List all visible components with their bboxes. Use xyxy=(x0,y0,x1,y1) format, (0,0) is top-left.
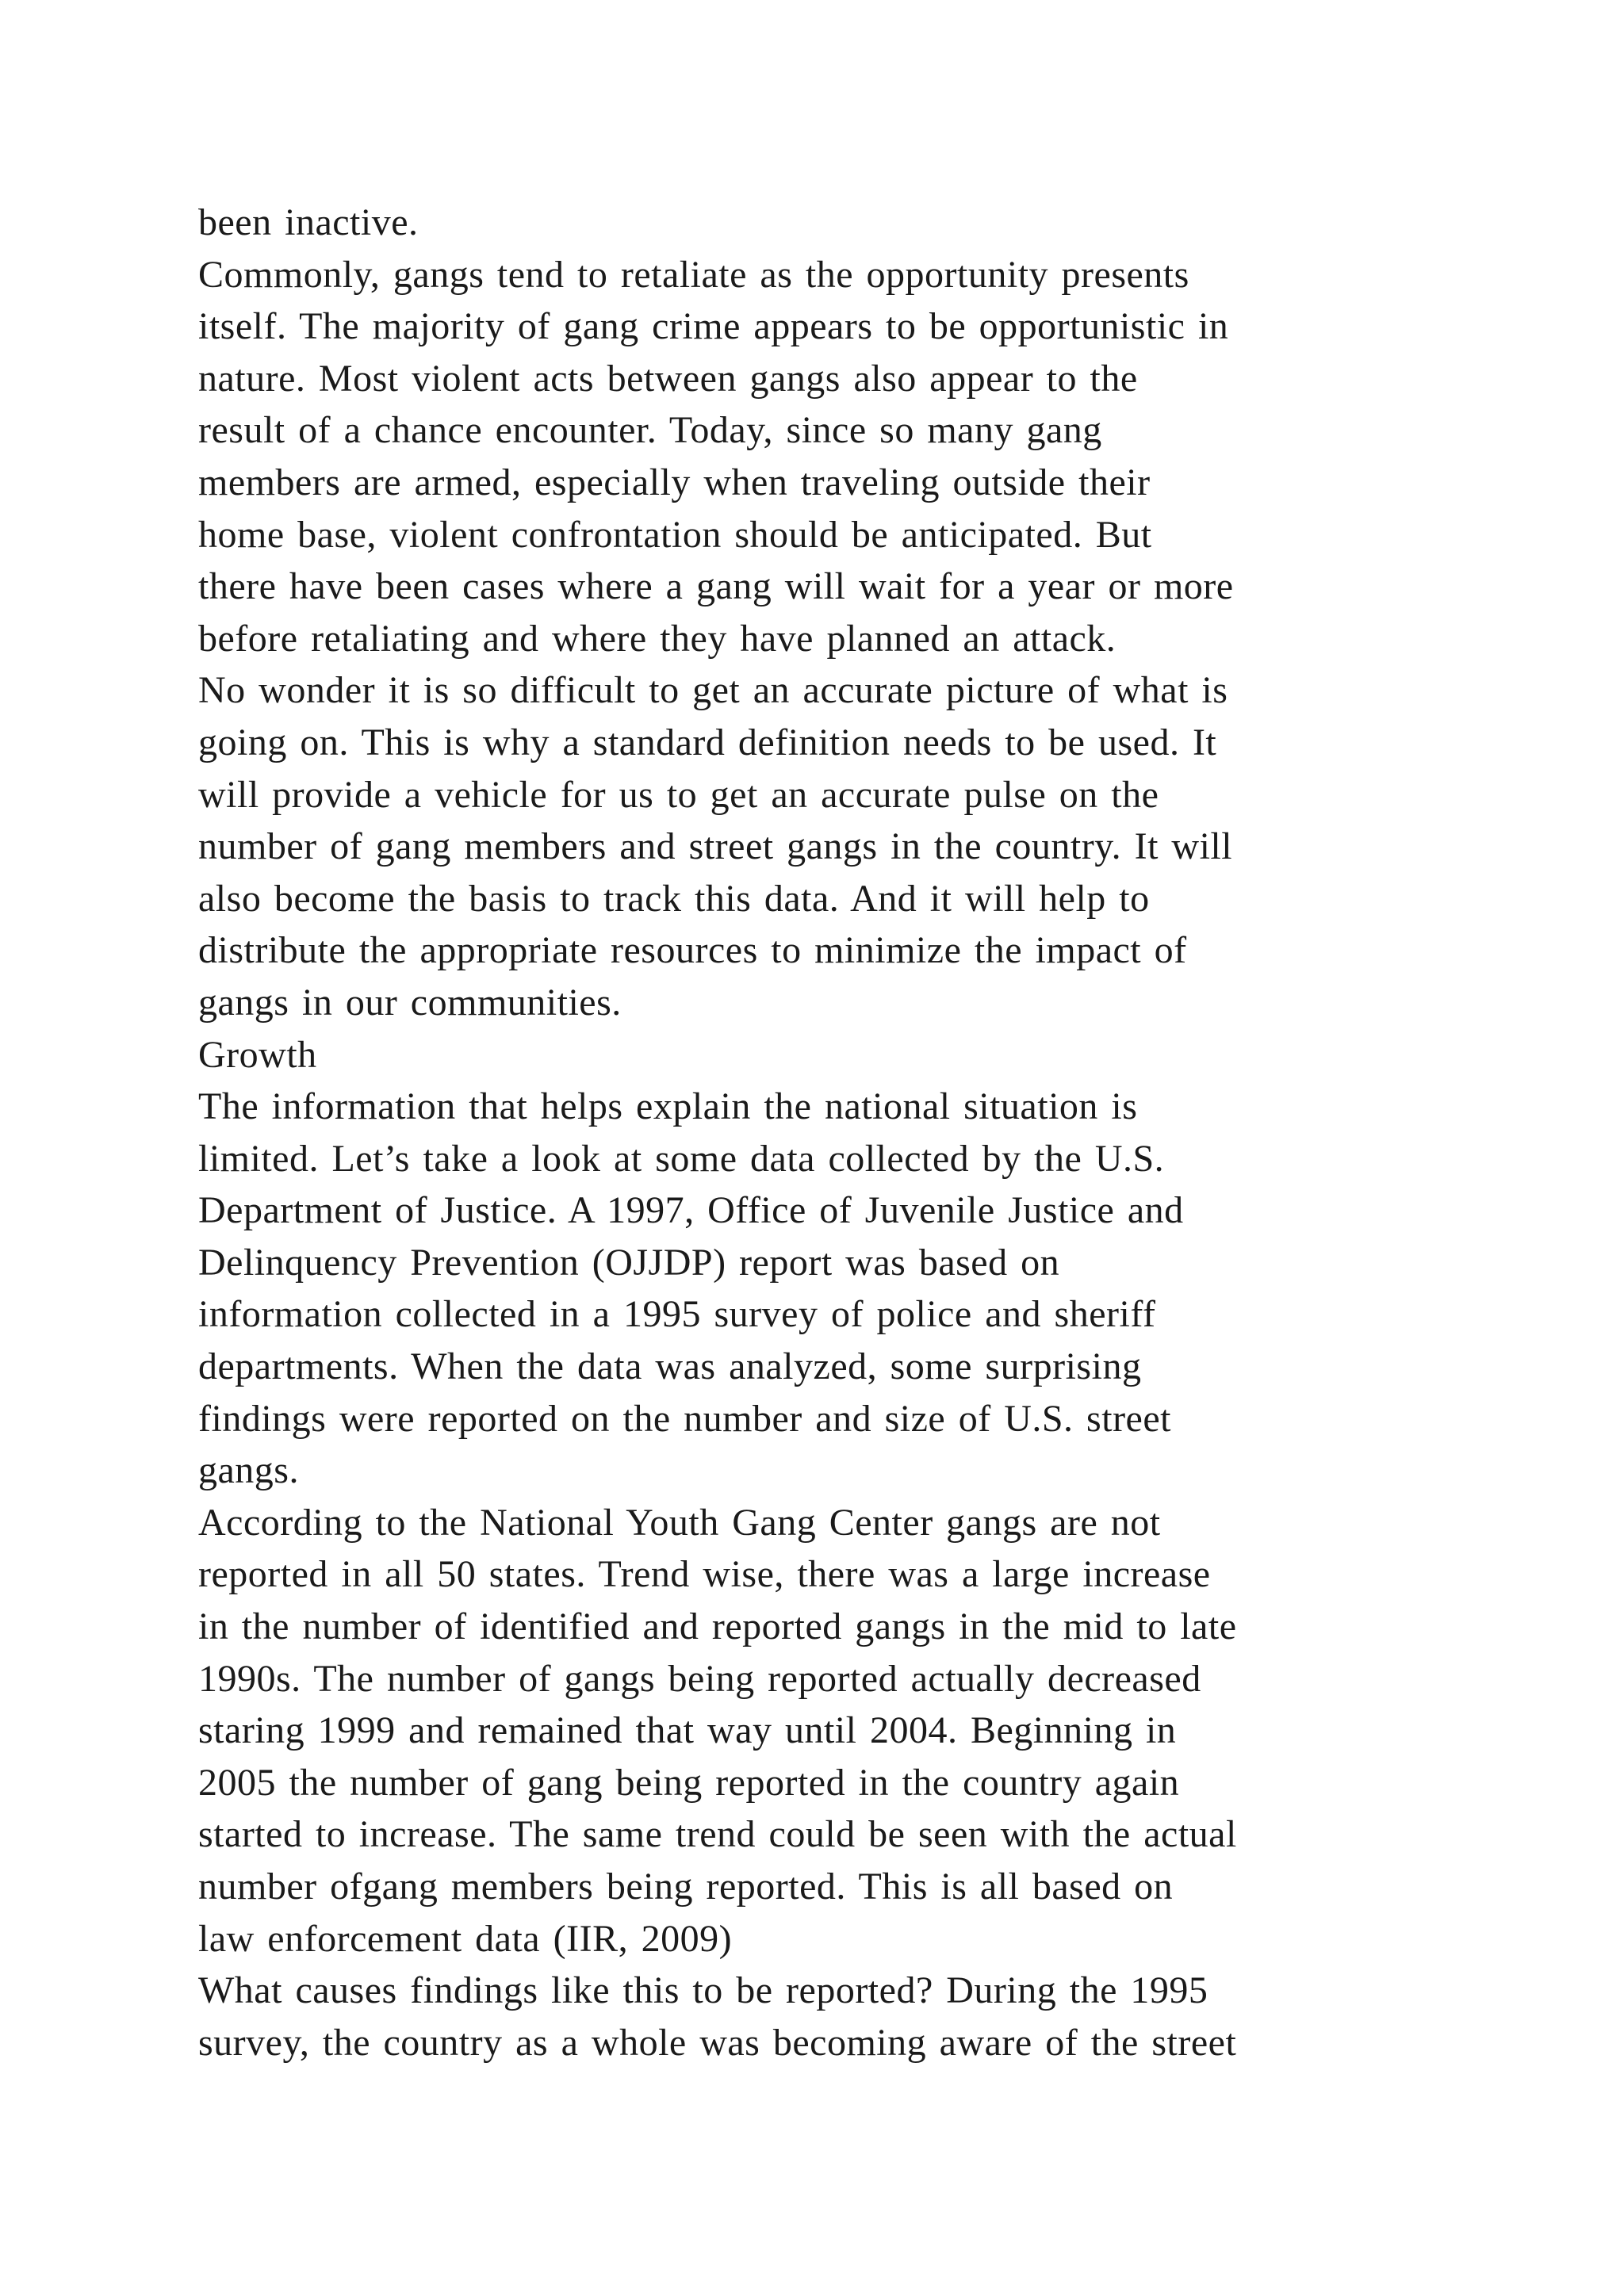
text-line: Commonly, gangs tend to retaliate as the opportunity presents xyxy=(198,253,1189,296)
text-line: in the number of identified and reported gangs in the mid to late xyxy=(198,1605,1237,1648)
text-line: number ofgang members being reported. This is all based on xyxy=(198,1866,1174,1908)
text-line: started to increase. The same trend could be seen with the actual xyxy=(198,1813,1237,1856)
text-line: will provide a vehicle for us to get an accurate pulse on the xyxy=(198,773,1159,816)
text-line: The information that helps explain the national situation is xyxy=(198,1085,1138,1128)
text-line: findings were reported on the number and size of U.S. street xyxy=(198,1397,1171,1440)
text-line: home base, violent confrontation should be anticipated. But xyxy=(198,513,1152,556)
text-line: reported in all 50 states. Trend wise, there was a large increase xyxy=(198,1553,1211,1596)
text-line: number of gang members and street gangs in the country. It will xyxy=(198,825,1233,868)
text-line: survey, the country as a whole was becoming aware of the street xyxy=(198,2021,1237,2064)
text-line: going on. This is why a standard definition needs to be used. It xyxy=(198,721,1217,763)
text-line: limited. Let’s take a look at some data collected by the U.S. xyxy=(198,1137,1165,1180)
text-line: distribute the appropriate resources to minimize the impact of xyxy=(198,929,1187,972)
text-line: nature. Most violent acts between gangs also appear to the xyxy=(198,357,1138,400)
text-line: Department of Justice. A 1997, Office of Juvenile Justice and xyxy=(198,1189,1184,1232)
text-line: there have been cases where a gang will wait for a year or more xyxy=(198,565,1234,608)
text-line: itself. The majority of gang crime appears to be opportunistic in xyxy=(198,305,1229,348)
text-line: also become the basis to track this data. And it will help to xyxy=(198,877,1150,920)
text-line: 2005 the number of gang being reported in the country again xyxy=(198,1761,1180,1804)
text-line: been inactive. xyxy=(198,201,419,243)
text-line: No wonder it is so difficult to get an accurate picture of what is xyxy=(198,669,1228,712)
document-body xyxy=(198,197,1435,2068)
text-line: information collected in a 1995 survey of police and sheriff xyxy=(198,1293,1156,1336)
text-line: gangs. xyxy=(198,1449,299,1492)
text-line: According to the National Youth Gang Center gangs are not xyxy=(198,1501,1161,1544)
text-line: 1990s. The number of gangs being reported actually decreased xyxy=(198,1657,1201,1700)
text-line: result of a chance encounter. Today, since so many gang xyxy=(198,409,1102,452)
text-line: before retaliating and where they have planned an attack. xyxy=(198,617,1116,660)
text-line: members are armed, especially when traveling outside their xyxy=(198,461,1151,503)
text-line: gangs in our communities. xyxy=(198,981,622,1024)
text-line: departments. When the data was analyzed, some surprising xyxy=(198,1345,1142,1388)
text-line: staring 1999 and remained that way until 2004. Beginning in xyxy=(198,1709,1177,1752)
section-heading: Growth xyxy=(198,1033,317,1076)
text-line: law enforcement data (IIR, 2009) xyxy=(198,1917,733,1960)
text-line: What causes findings like this to be reported? During the 1995 xyxy=(198,1969,1208,2012)
text-line: Delinquency Prevention (OJJDP) report was based on xyxy=(198,1241,1060,1284)
